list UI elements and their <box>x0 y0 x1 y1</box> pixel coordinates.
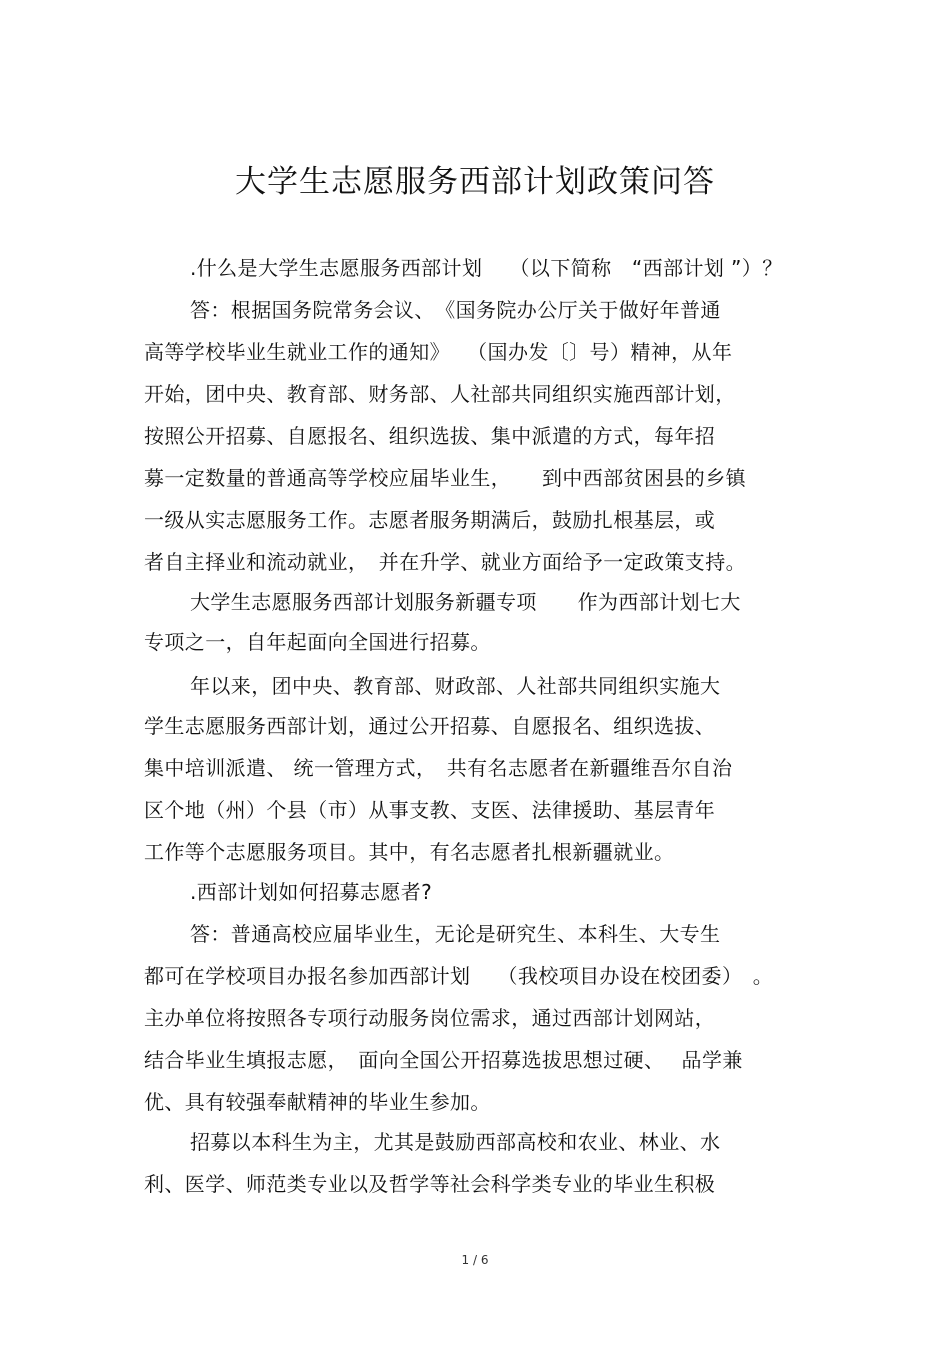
text-line: 招募以本科生为主，尤其是鼓励西部高校和农业、林业、水 <box>190 1130 721 1154</box>
text-line: .西部计划如何招募志愿者? <box>190 880 433 904</box>
text-line: 答：根据国务院常务会议、 《国务院办公厅关于做好年普通 <box>190 298 721 322</box>
text-line: 大学生志愿服务西部计划服务新疆专项 作为西部计划七大 <box>190 590 741 614</box>
text-line: .什么是大学生志愿服务西部计划 （以下简称 “西部计划 ”）？ <box>190 256 783 280</box>
text-line: 都可在学校项目办报名参加西部计划 （我校项目办设在校团委） 。 <box>144 964 774 988</box>
text-line: 高等学校毕业生就业工作的通知》 （国办发〔〕号）精神，从年 <box>144 340 733 364</box>
text-line: 年以来，团中央、教育部、财政部、人社部共同组织实施大 <box>190 674 721 698</box>
text-line: 募一定数量的普通高等学校应届毕业生， 到中西部贫困县的乡镇 <box>144 466 746 490</box>
text-line: 结合毕业生填报志愿， 面向全国公开招募选拔思想过硬、 品学兼 <box>144 1048 743 1072</box>
text-line: 区个地（州）个县（市）从事支教、支医、法律援助、基层青年 <box>144 798 716 822</box>
text-line: 一级从实志愿服务工作。志愿者服务期满后，鼓励扎根基层，或 <box>144 508 716 532</box>
text-line: 优、具有较强奉献精神的毕业生参加。 <box>144 1090 491 1114</box>
text-line: 开始，团中央、教育部、财务部、人社部共同组织实施西部计划， <box>144 382 736 406</box>
text-line: 按照公开招募、自愿报名、组织选拔、集中派遣的方式，每年招 <box>144 424 716 448</box>
text-line: 主办单位将按照各专项行动服务岗位需求，通过西部计划网站， <box>144 1006 716 1030</box>
text-line: 者自主择业和流动就业， 并在升学、就业方面给予一定政策支持。 <box>144 550 746 574</box>
page-number: 1 / 6 <box>461 1253 489 1267</box>
text-line: 专项之一，自年起面向全国进行招募。 <box>144 630 491 654</box>
text-line: 集中培训派遣、 统一管理方式， 共有名志愿者在新疆维吾尔自治 <box>144 756 733 780</box>
text-line: 答：普通高校应届毕业生，无论是研究生、本科生、大专生 <box>190 922 721 946</box>
text-line: 学生志愿服务西部计划，通过公开招募、自愿报名、组织选拔、 <box>144 714 716 738</box>
text-line: 工作等个志愿服务项目。其中，有名志愿者扎根新疆就业。 <box>144 840 675 864</box>
document-title: 大学生志愿服务西部计划政策问答 <box>235 164 715 200</box>
text-line: 利、医学、师范类专业以及哲学等社会科学类专业的毕业生积极 <box>144 1172 716 1196</box>
